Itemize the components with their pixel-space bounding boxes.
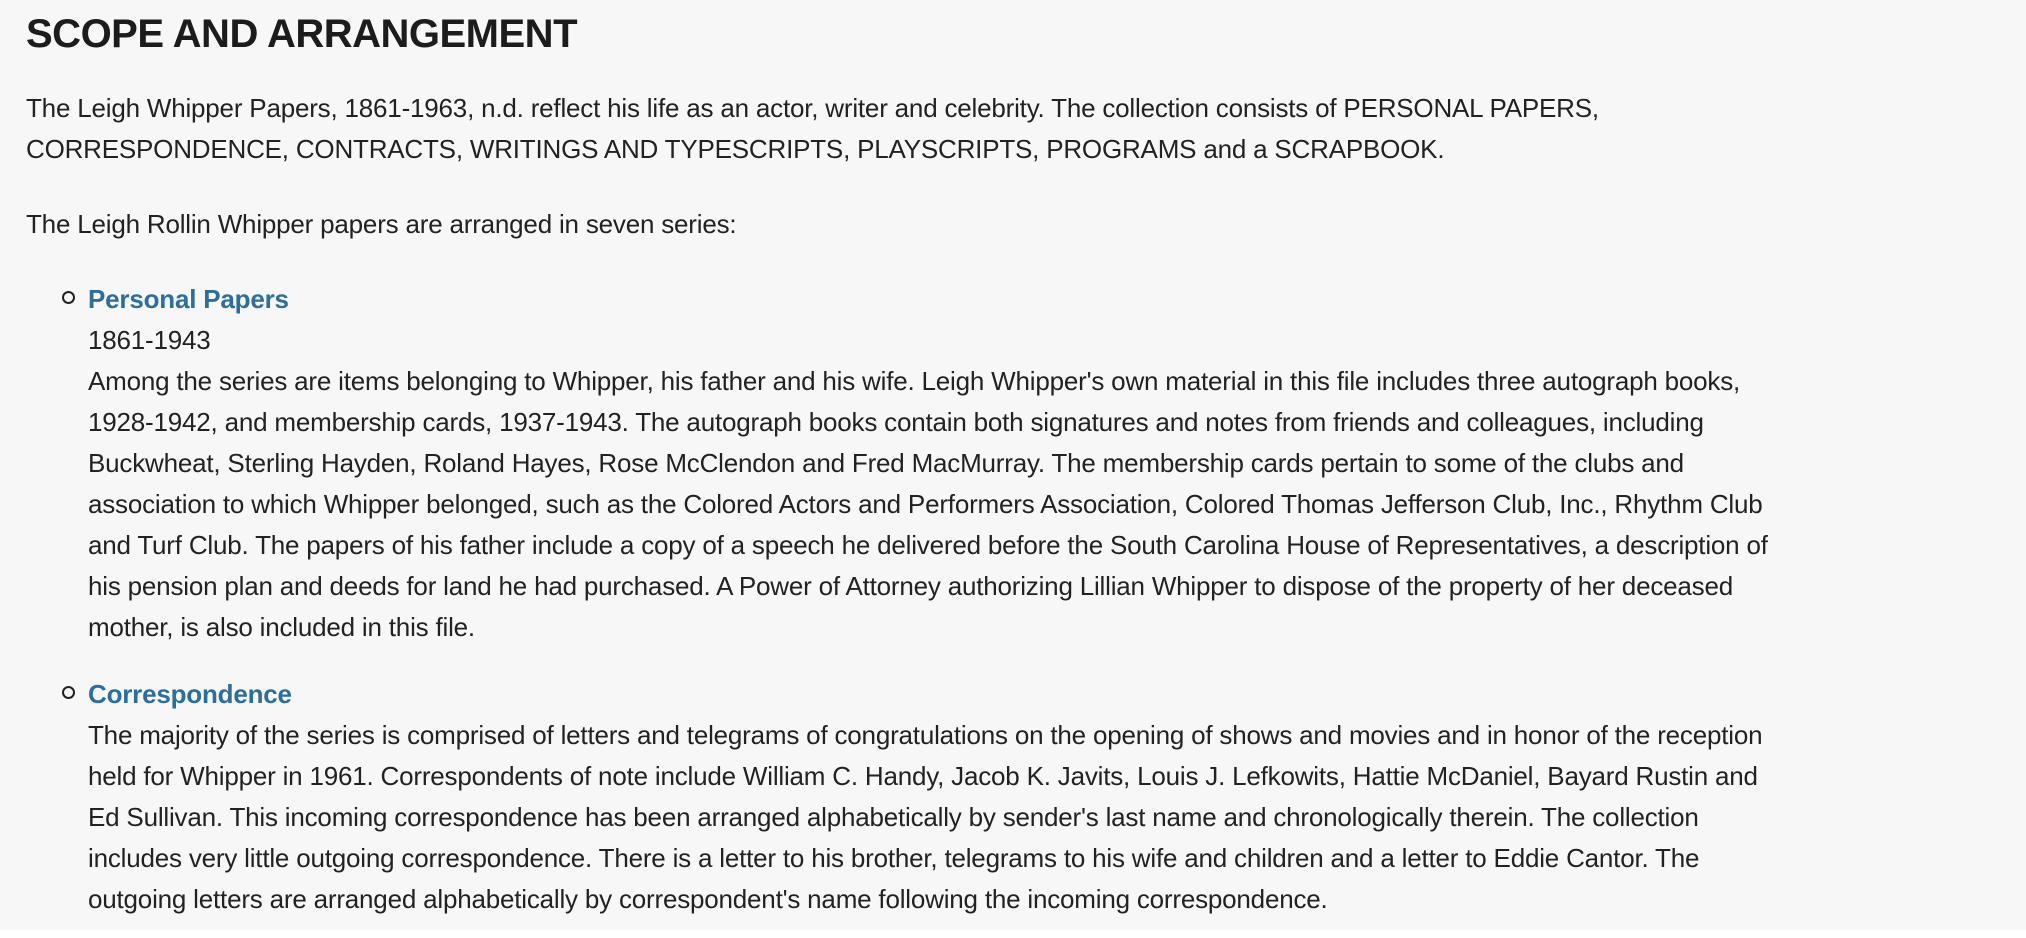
series-item-correspondence: [26, 674, 1778, 920]
section-heading: SCOPE AND ARRANGEMENT: [26, 12, 578, 56]
series-link-correspondence[interactable]: Correspondence: [88, 679, 292, 709]
series-description: Among the series are items belonging to Whipper, his father and his wife. Leigh Whipper's own material in this file includes three autograph books, 1928-1942, and membership cards, 1937-1943. The autograph books contain both signatures and notes from friends and colleagues, including Buckwheat, Sterling Hayden, Roland Hayes, Rose McClendon and Fred MacMurray. The membership cards pertain to some of the clubs and association to which Whipper belonged, such as the Colored Actors and Performers Association, Colored Thomas Jefferson Club, Inc., Rhythm Club and Turf Club. The papers of his father include a copy of a speech he delivered before the South Carolina House of Representatives, a description of his pension plan and deeds for land he had purchased. A Power of Attorney authorizing Lillian Whipper to dispose of the property of her deceased mother, is also included in this file.: [88, 366, 1768, 642]
section-content: [26, 12, 1774, 920]
series-description: The majority of the series is comprised of letters and telegrams of congratulations on the opening of shows and movies and in honor of the reception held for Whipper in 1961. Correspondents of note include William C. Handy, Jacob K. Javits, Louis J. Lefkowits, Hattie McDaniel, Bayard Rustin and Ed Sullivan. This incoming correspondence has been arranged alphabetically by sender's last name and chronologically therein. The collection includes very little outgoing correspondence. There is a letter to his brother, telegrams to his wife and children and a letter to Eddie Cantor. The outgoing letters are arranged alphabetically by correspondent's name following the incoming correspondence.: [88, 720, 1763, 914]
intro-paragraph-2: The Leigh Rollin Whipper papers are arranged in seven series:: [26, 209, 737, 239]
series-link-personal-papers[interactable]: Personal Papers: [88, 284, 289, 314]
intro-paragraph-1: The Leigh Whipper Papers, 1861-1963, n.d. reflect his life as an actor, writer and celebrity. The collection consists of PERSONAL PAPERS, CORRESPONDENCE, CONTRACTS, WRITINGS AND TYPESCRIPTS, PLAYSCRIPTS, PROGRAMS and a SCRAPBOOK.: [26, 93, 1599, 164]
series-list: [26, 279, 1774, 920]
series-date: 1861-1943: [88, 325, 211, 355]
next-section-edge: [0, 930, 2026, 938]
circle-bullet-icon: [62, 686, 75, 699]
series-item-personal-papers: [26, 279, 1778, 648]
circle-bullet-icon: [62, 291, 75, 304]
